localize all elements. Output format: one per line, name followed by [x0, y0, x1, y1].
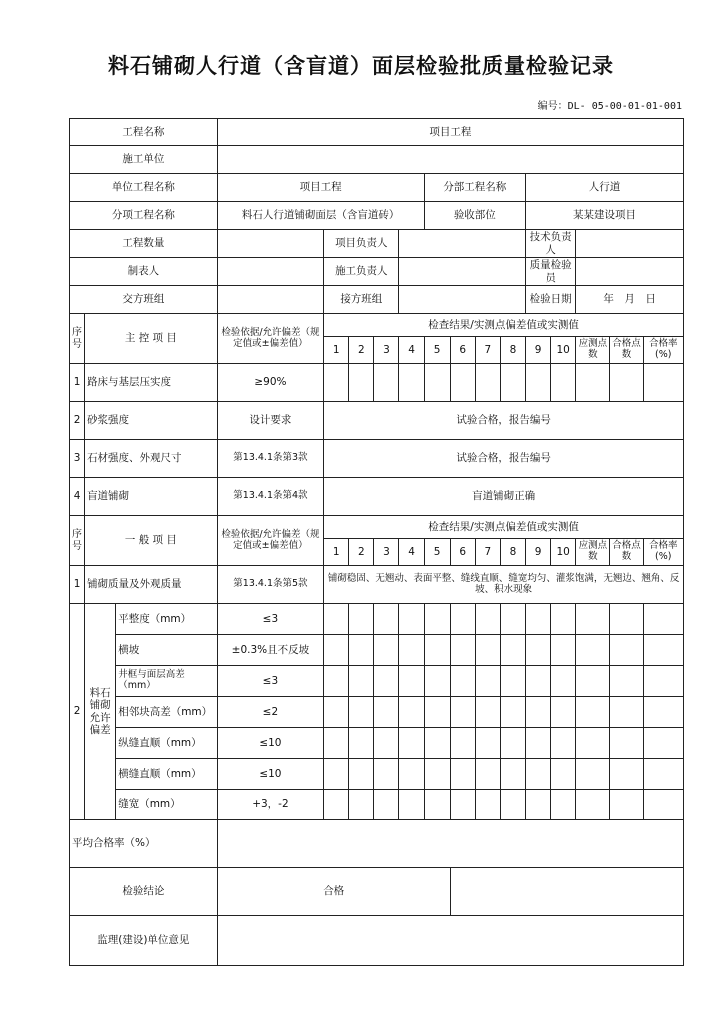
- main-basis-header: 检验依据/允许偏差（规定值或±偏差值）: [217, 314, 323, 364]
- tech-leader-label: 技术负责人: [526, 230, 576, 258]
- result-cell[interactable]: [450, 728, 475, 759]
- result-cell[interactable]: [450, 666, 475, 697]
- point-header: 3: [374, 539, 399, 566]
- pass-rate-header: 合格率(%): [643, 539, 683, 566]
- result-cell[interactable]: [500, 728, 525, 759]
- result-cell[interactable]: [610, 604, 643, 635]
- result-cell[interactable]: [610, 635, 643, 666]
- result-cell[interactable]: [374, 728, 399, 759]
- result-cell[interactable]: [349, 759, 374, 790]
- result-cell[interactable]: [424, 604, 450, 635]
- point-header: 2: [349, 337, 374, 364]
- handover-team-label: 交方班组: [70, 286, 218, 314]
- supervision-label: 监理(建设)单位意见: [70, 916, 218, 966]
- row-basis: ≤3: [217, 604, 323, 635]
- division-value[interactable]: 人行道: [526, 174, 684, 202]
- result-cell[interactable]: [610, 728, 643, 759]
- result-cell[interactable]: [324, 759, 349, 790]
- result-cell[interactable]: [475, 604, 500, 635]
- result-cell[interactable]: [500, 759, 525, 790]
- general-item-header: 一 般 项 目: [85, 516, 218, 566]
- construction-unit-value[interactable]: [217, 146, 683, 174]
- result-cell[interactable]: [399, 728, 424, 759]
- general-results-header: 检查结果/实测点偏差值或实测值: [324, 516, 684, 539]
- table-row: [70, 635, 684, 666]
- result-cell[interactable]: [526, 666, 551, 697]
- result-cell[interactable]: [349, 666, 374, 697]
- point-header: 5: [424, 337, 450, 364]
- result-cell[interactable]: [399, 759, 424, 790]
- result-cell[interactable]: [551, 635, 576, 666]
- result-cell[interactable]: [475, 697, 500, 728]
- result-cell[interactable]: [475, 790, 500, 820]
- result-cell[interactable]: [324, 604, 349, 635]
- result-cell[interactable]: [475, 666, 500, 697]
- result-cell[interactable]: [610, 759, 643, 790]
- inspection-record-table: [69, 118, 684, 966]
- row-no: 3: [70, 440, 85, 478]
- result-cell[interactable]: [324, 790, 349, 820]
- result-cell[interactable]: [475, 759, 500, 790]
- result-cell[interactable]: [500, 666, 525, 697]
- result-cell[interactable]: [643, 759, 683, 790]
- row-result[interactable]: 试验合格，报告编号: [324, 402, 684, 440]
- result-cell[interactable]: [349, 728, 374, 759]
- construction-leader-label: 施工负责人: [324, 258, 399, 286]
- result-cell[interactable]: [551, 666, 576, 697]
- row-item-name: 相邻块高差（mm）: [116, 697, 217, 728]
- unit-project-value[interactable]: 项目工程: [217, 174, 424, 202]
- point-header: 6: [450, 539, 475, 566]
- result-cell[interactable]: [610, 364, 643, 402]
- quality-inspector-label: 质量检验员: [526, 258, 576, 286]
- point-header: 10: [551, 337, 576, 364]
- result-cell[interactable]: [576, 364, 610, 402]
- main-results-header: 检查结果/实测点偏差值或实测值: [324, 314, 684, 337]
- avg-pass-rate-label: 平均合格率（%）: [70, 820, 218, 868]
- project-leader-label: 项目负责人: [324, 230, 399, 258]
- qualified-points-header: 合格点数: [610, 539, 643, 566]
- table-row: [70, 666, 684, 697]
- table-row: [70, 604, 684, 635]
- table-row: [70, 478, 684, 516]
- result-cell[interactable]: [576, 635, 610, 666]
- row-basis: ≤10: [217, 728, 323, 759]
- result-cell[interactable]: [526, 604, 551, 635]
- main-seq-header: 序号: [70, 314, 85, 364]
- conclusion-label: 检验结论: [70, 868, 218, 916]
- result-cell[interactable]: [610, 666, 643, 697]
- result-cell[interactable]: [576, 604, 610, 635]
- subitem-value[interactable]: 料石人行道铺砌面层（含盲道砖）: [217, 202, 424, 230]
- result-cell[interactable]: [610, 790, 643, 820]
- row-basis: 第13.4.1条第5款: [217, 566, 323, 604]
- general-basis-header: 检验依据/允许偏差（规定值或±偏差值）: [217, 516, 323, 566]
- result-cell[interactable]: [576, 697, 610, 728]
- group-no: 2: [70, 604, 85, 820]
- row-item-name: 铺砌质量及外观质量: [85, 566, 218, 604]
- row-item-name: 平整度（mm）: [116, 604, 217, 635]
- result-cell[interactable]: [475, 364, 500, 402]
- row-no: 1: [70, 364, 85, 402]
- result-cell[interactable]: [475, 728, 500, 759]
- quantity-value[interactable]: [217, 230, 323, 258]
- table-row: [70, 566, 684, 604]
- result-cell[interactable]: [399, 635, 424, 666]
- result-cell[interactable]: [374, 635, 399, 666]
- result-cell[interactable]: [551, 790, 576, 820]
- result-cell[interactable]: [399, 790, 424, 820]
- table-row: [70, 440, 684, 478]
- table-row: [70, 728, 684, 759]
- row-result[interactable]: 铺砌稳固、无翘动、表面平整、缝线直顺、缝宽均匀、灌浆饱满，无翘边、翘角、反坡、积水现象: [324, 566, 684, 604]
- receiving-team-value[interactable]: [399, 286, 526, 314]
- result-cell[interactable]: [643, 790, 683, 820]
- row-item-name: 横坡: [116, 635, 217, 666]
- row-basis: +3，-2: [217, 790, 323, 820]
- result-cell[interactable]: [399, 666, 424, 697]
- result-cell[interactable]: [526, 635, 551, 666]
- result-cell[interactable]: [576, 666, 610, 697]
- general-seq-header: 序号: [70, 516, 85, 566]
- result-cell[interactable]: [526, 759, 551, 790]
- row-item-name: 井框与面层高差（mm）: [116, 666, 217, 697]
- qualified-points-header: 合格点数: [610, 337, 643, 364]
- document-code: 编号：DL- 05-00-01-01-001: [537, 101, 682, 112]
- result-cell[interactable]: [424, 697, 450, 728]
- row-no: 4: [70, 478, 85, 516]
- result-cell[interactable]: [450, 697, 475, 728]
- result-cell[interactable]: [324, 364, 349, 402]
- division-label: 分部工程名称: [424, 174, 525, 202]
- result-cell[interactable]: [374, 759, 399, 790]
- row-basis: ±0.3%且不反坡: [217, 635, 323, 666]
- project-name-value[interactable]: 项目工程: [217, 119, 683, 146]
- row-result[interactable]: 盲道铺砌正确: [324, 478, 684, 516]
- point-header: 8: [500, 539, 525, 566]
- result-cell[interactable]: [576, 790, 610, 820]
- point-header: 1: [324, 337, 349, 364]
- row-basis: ≤10: [217, 759, 323, 790]
- row-item-name: 盲道铺砌: [85, 478, 218, 516]
- result-cell[interactable]: [551, 697, 576, 728]
- point-header: 6: [450, 337, 475, 364]
- result-cell[interactable]: [324, 728, 349, 759]
- result-cell[interactable]: [500, 635, 525, 666]
- result-cell[interactable]: [374, 666, 399, 697]
- row-no: 2: [70, 402, 85, 440]
- result-cell[interactable]: [450, 790, 475, 820]
- result-cell[interactable]: [374, 364, 399, 402]
- result-cell[interactable]: [374, 697, 399, 728]
- result-cell[interactable]: [643, 666, 683, 697]
- pass-rate-header: 合格率(%): [643, 337, 683, 364]
- result-cell[interactable]: [500, 604, 525, 635]
- result-cell[interactable]: [399, 604, 424, 635]
- result-cell[interactable]: [500, 364, 525, 402]
- inspection-date-label: 检验日期: [526, 286, 576, 314]
- result-cell[interactable]: [399, 697, 424, 728]
- result-cell[interactable]: [324, 666, 349, 697]
- result-cell[interactable]: [450, 759, 475, 790]
- result-cell[interactable]: [424, 790, 450, 820]
- row-basis: 设计要求: [217, 402, 323, 440]
- result-cell[interactable]: [526, 697, 551, 728]
- result-cell[interactable]: [324, 635, 349, 666]
- unit-project-label: 单位工程名称: [70, 174, 218, 202]
- result-cell[interactable]: [424, 728, 450, 759]
- result-cell[interactable]: [526, 364, 551, 402]
- result-cell[interactable]: [576, 759, 610, 790]
- row-item-name: 砂浆强度: [85, 402, 218, 440]
- result-cell[interactable]: [610, 697, 643, 728]
- project-leader-value[interactable]: [399, 230, 526, 258]
- result-cell[interactable]: [424, 666, 450, 697]
- group-label: 料石铺砌允许偏差: [85, 604, 116, 820]
- point-header: 4: [399, 337, 424, 364]
- row-item-name: 横缝直顺（mm）: [116, 759, 217, 790]
- receiving-team-label: 接方班组: [324, 286, 399, 314]
- row-item-name: 石材强度、外观尺寸: [85, 440, 218, 478]
- result-cell[interactable]: [551, 364, 576, 402]
- result-cell[interactable]: [450, 604, 475, 635]
- point-header: 7: [475, 337, 500, 364]
- result-cell[interactable]: [349, 604, 374, 635]
- result-cell[interactable]: [576, 728, 610, 759]
- prepared-by-value[interactable]: [217, 258, 323, 286]
- row-item-name: 缝宽（mm）: [116, 790, 217, 820]
- should-measure-header: 应测点数: [576, 337, 610, 364]
- row-item-name: 纵缝直顺（mm）: [116, 728, 217, 759]
- supervision-value[interactable]: [217, 916, 683, 966]
- row-basis: 第13.4.1条第4款: [217, 478, 323, 516]
- acceptance-part-value[interactable]: 某某建设项目: [526, 202, 684, 230]
- quantity-label: 工程数量: [70, 230, 218, 258]
- point-header: 2: [349, 539, 374, 566]
- result-cell[interactable]: [349, 635, 374, 666]
- result-cell[interactable]: [643, 697, 683, 728]
- point-header: 8: [500, 337, 525, 364]
- main-item-header: 主 控 项 目: [85, 314, 218, 364]
- row-basis: ≥90%: [217, 364, 323, 402]
- result-cell[interactable]: [324, 697, 349, 728]
- point-header: 5: [424, 539, 450, 566]
- result-cell[interactable]: [643, 635, 683, 666]
- row-result[interactable]: 试验合格，报告编号: [324, 440, 684, 478]
- result-cell[interactable]: [450, 635, 475, 666]
- result-cell[interactable]: [424, 635, 450, 666]
- subitem-label: 分项工程名称: [70, 202, 218, 230]
- point-header: 7: [475, 539, 500, 566]
- construction-unit-label: 施工单位: [70, 146, 218, 174]
- point-header: 1: [324, 539, 349, 566]
- result-cell[interactable]: [551, 728, 576, 759]
- row-no: 1: [70, 566, 85, 604]
- tech-leader-value[interactable]: [576, 230, 684, 258]
- conclusion-extra[interactable]: [450, 868, 683, 916]
- point-header: 9: [526, 337, 551, 364]
- result-cell[interactable]: [450, 364, 475, 402]
- construction-leader-value[interactable]: [399, 258, 526, 286]
- result-cell[interactable]: [475, 635, 500, 666]
- conclusion-value[interactable]: 合格: [217, 868, 450, 916]
- result-cell[interactable]: [374, 604, 399, 635]
- acceptance-part-label: 验收部位: [424, 202, 525, 230]
- result-cell[interactable]: [551, 759, 576, 790]
- result-cell[interactable]: [526, 728, 551, 759]
- row-basis: ≤2: [217, 697, 323, 728]
- result-cell[interactable]: [643, 604, 683, 635]
- point-header: 9: [526, 539, 551, 566]
- should-measure-header: 应测点数: [576, 539, 610, 566]
- table-row: [70, 364, 684, 402]
- quality-inspector-value[interactable]: [576, 258, 684, 286]
- table-row: [70, 697, 684, 728]
- table-row: [70, 790, 684, 820]
- point-header: 10: [551, 539, 576, 566]
- result-cell[interactable]: [500, 697, 525, 728]
- project-name-label: 工程名称: [70, 119, 218, 146]
- avg-pass-rate-value[interactable]: [217, 820, 683, 868]
- row-basis: 第13.4.1条第3款: [217, 440, 323, 478]
- result-cell[interactable]: [526, 790, 551, 820]
- handover-team-value[interactable]: [217, 286, 323, 314]
- result-cell[interactable]: [500, 790, 525, 820]
- table-row: [70, 402, 684, 440]
- result-cell[interactable]: [551, 604, 576, 635]
- result-cell[interactable]: [399, 364, 424, 402]
- result-cell[interactable]: [643, 364, 683, 402]
- table-row: [70, 759, 684, 790]
- result-cell[interactable]: [349, 790, 374, 820]
- point-header: 3: [374, 337, 399, 364]
- result-cell[interactable]: [424, 364, 450, 402]
- prepared-by-label: 制表人: [70, 258, 218, 286]
- page-title: 料石铺砌人行道（含盲道）面层检验批质量检验记录: [108, 54, 614, 78]
- result-cell[interactable]: [643, 728, 683, 759]
- result-cell[interactable]: [349, 697, 374, 728]
- inspection-date-value[interactable]: 年 月 日: [576, 286, 684, 314]
- point-header: 4: [399, 539, 424, 566]
- result-cell[interactable]: [374, 790, 399, 820]
- row-basis: ≤3: [217, 666, 323, 697]
- row-item-name: 路床与基层压实度: [85, 364, 218, 402]
- result-cell[interactable]: [424, 759, 450, 790]
- result-cell[interactable]: [349, 364, 374, 402]
